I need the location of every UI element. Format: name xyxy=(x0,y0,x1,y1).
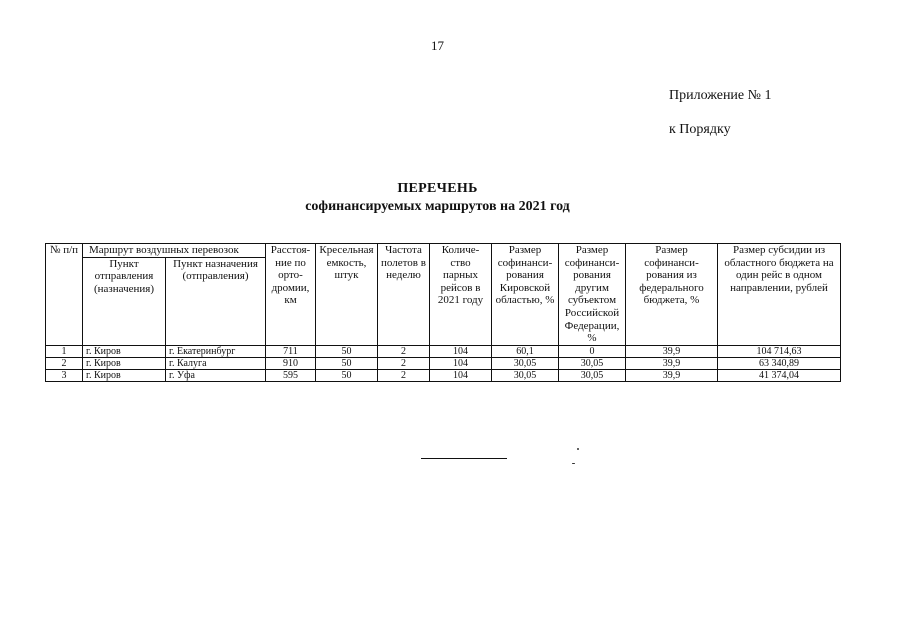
header-route-group: Маршрут воздушных перевозок xyxy=(83,244,266,258)
page-number: 17 xyxy=(431,38,444,53)
header-number: № п/п xyxy=(46,244,83,346)
cell-number: 2 xyxy=(46,357,83,369)
cell-distance: 910 xyxy=(266,357,316,369)
header-kirov-share: Размер софинанси-рования Кировской областью, % xyxy=(492,244,559,346)
scan-speck xyxy=(577,448,579,450)
closing-rule xyxy=(421,458,507,459)
header-origin: Пункт отправления (назначения) xyxy=(83,257,166,345)
cell-flights: 104 xyxy=(430,345,492,357)
annex-title: Приложение № 1 xyxy=(669,88,772,103)
cell-destination: г. Уфа xyxy=(166,369,266,381)
cell-number: 1 xyxy=(46,345,83,357)
cell-federal-share: 39,9 xyxy=(626,369,718,381)
cell-kirov-share: 30,05 xyxy=(492,369,559,381)
scan-speck xyxy=(572,463,575,464)
header-federal-share: Размер софинанси-рования из федерального бюджета, % xyxy=(626,244,718,346)
header-destination: Пункт назначения (отправления) xyxy=(166,257,266,345)
cell-other-subject-share: 30,05 xyxy=(559,357,626,369)
header-distance: Расстоя-ние по орто-дромии, км xyxy=(266,244,316,346)
cell-kirov-share: 30,05 xyxy=(492,357,559,369)
cell-seats: 50 xyxy=(316,369,378,381)
document-subtitle: софинансируемых маршрутов на 2021 год xyxy=(305,199,570,214)
header-other-subject-share: Размер софинанси-рования другим субъектом Российской Федерации, % xyxy=(559,244,626,346)
table-row xyxy=(46,345,841,357)
cell-distance: 711 xyxy=(266,345,316,357)
cell-destination: г. Калуга xyxy=(166,357,266,369)
header-seats: Кресельная емкость, штук xyxy=(316,244,378,346)
cell-distance: 595 xyxy=(266,369,316,381)
annex-subtitle: к Порядку xyxy=(669,122,731,137)
document-title: ПЕРЕЧЕНЬ xyxy=(397,181,478,196)
cell-frequency: 2 xyxy=(378,369,430,381)
cell-frequency: 2 xyxy=(378,357,430,369)
cell-other-subject-share: 0 xyxy=(559,345,626,357)
table-row xyxy=(46,357,841,369)
cell-frequency: 2 xyxy=(378,345,430,357)
cell-kirov-share: 60,1 xyxy=(492,345,559,357)
cell-subsidy: 104 714,63 xyxy=(718,345,841,357)
cell-subsidy: 41 374,04 xyxy=(718,369,841,381)
cell-number: 3 xyxy=(46,369,83,381)
cell-seats: 50 xyxy=(316,357,378,369)
table-header xyxy=(46,244,841,346)
cell-flights: 104 xyxy=(430,357,492,369)
cell-destination: г. Екатеринбург xyxy=(166,345,266,357)
header-frequency: Частота полетов в неделю xyxy=(378,244,430,346)
cell-federal-share: 39,9 xyxy=(626,357,718,369)
cell-origin: г. Киров xyxy=(83,369,166,381)
cell-origin: г. Киров xyxy=(83,357,166,369)
cell-seats: 50 xyxy=(316,345,378,357)
header-flights: Количе-ство парных рейсов в 2021 году xyxy=(430,244,492,346)
header-subsidy: Размер субсидии из областного бюджета на один рейс в одном направлении, рублей xyxy=(718,244,841,346)
table-body xyxy=(46,345,841,381)
table-row xyxy=(46,369,841,381)
routes-table xyxy=(45,243,841,382)
cell-subsidy: 63 340,89 xyxy=(718,357,841,369)
cell-federal-share: 39,9 xyxy=(626,345,718,357)
cell-origin: г. Киров xyxy=(83,345,166,357)
cell-other-subject-share: 30,05 xyxy=(559,369,626,381)
cell-flights: 104 xyxy=(430,369,492,381)
